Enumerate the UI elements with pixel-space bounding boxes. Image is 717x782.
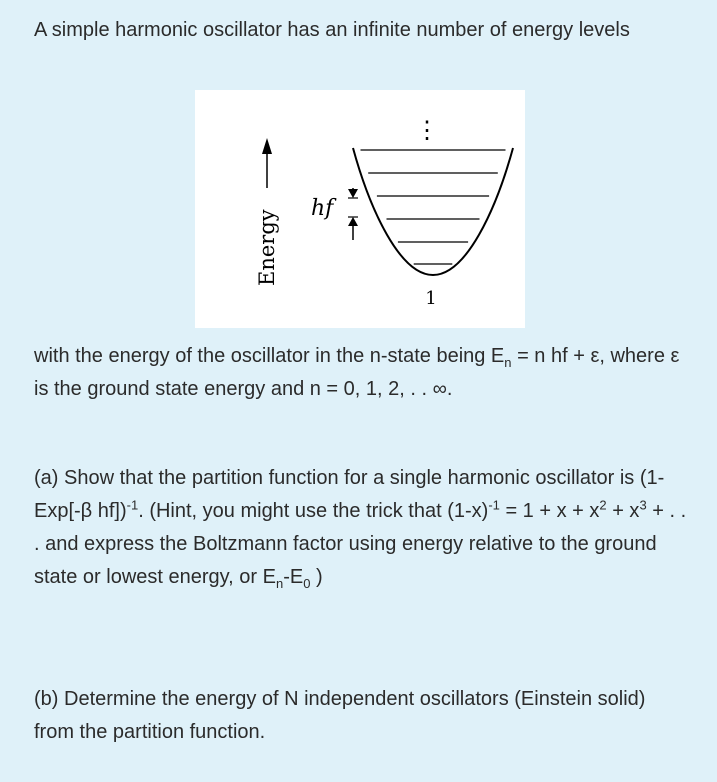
energy-levels <box>361 150 506 264</box>
energy-axis-arrow <box>262 138 272 188</box>
part-a-text: (a) Show that the partition function for a single harmonic oscillator is (1-Exp[-β hf])$^{-1}$. (Hint, you might use the trick that $(1-x)^{-1} = 1 + x + x^2 + x^3$ + . . . and express the Boltzmann factor using energy relative to the ground state or lowest energy, or $E_n-E_0$ ) <box>34 467 687 591</box>
continuation-dots: ⋮ <box>415 116 439 144</box>
energy-statement: with the energy of the oscillator in the n-state being $E_n = n$ hf + ε, where ε is the ground state energy and n = 0, 1, 2, . . ∞. <box>34 345 680 400</box>
intro-text: A simple harmonic oscillator has an infinite number of energy levels <box>34 19 630 41</box>
level-one-label: 1 <box>425 288 437 309</box>
energy-level-diagram <box>195 90 525 328</box>
potential-well-curve <box>353 148 513 275</box>
hf-spacing-arrows <box>348 188 358 240</box>
hf-label: hf <box>311 196 334 221</box>
part-b-text: (b) Determine the energy of N independent oscillators (Einstein solid) from the partition function. <box>34 688 646 743</box>
energy-axis-label: Energy <box>255 209 279 286</box>
